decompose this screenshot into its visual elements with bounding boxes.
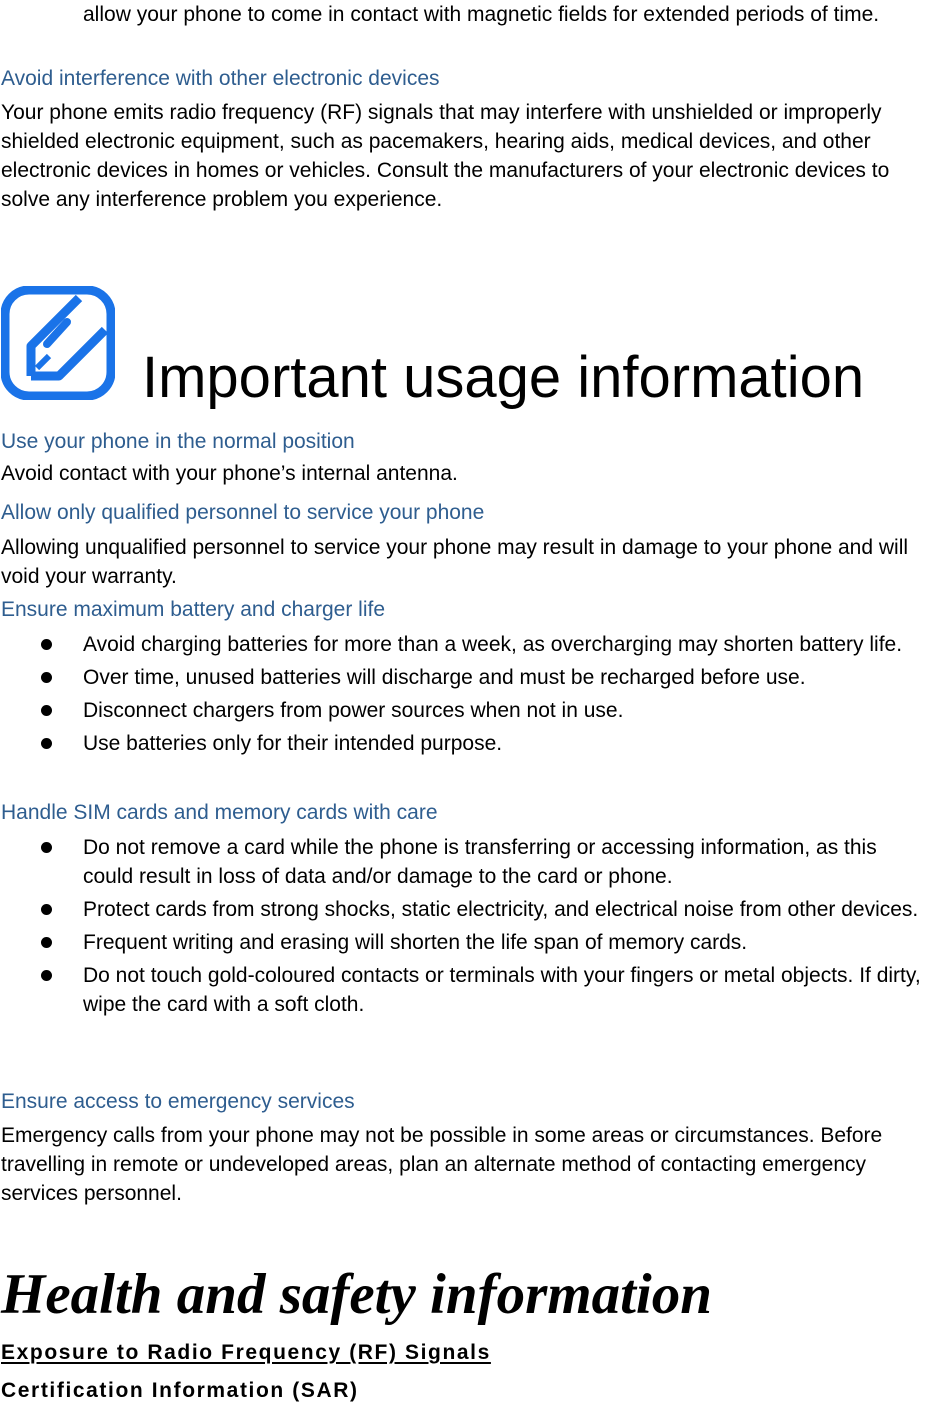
qualified-body: Allowing unqualified personnel to service your phone may result in damage to your phone and will void your warranty. — [1, 536, 909, 588]
bullet-icon — [41, 738, 52, 749]
interference-heading: Avoid interference with other electronic devices — [1, 67, 440, 90]
list-item: Disconnect chargers from power sources when not in use. — [0, 696, 945, 725]
list-item: Use batteries only for their intended purpose. — [0, 729, 945, 758]
normal-position-heading: Use your phone in the normal position — [1, 430, 355, 453]
bullet-icon — [41, 937, 52, 948]
continuation-text: allow your phone to come in contact with magnetic fields for extended periods of time. — [83, 3, 880, 26]
list-item: Do not remove a card while the phone is transferring or accessing information, as this could result in loss of data and/or damage to the card or phone. — [0, 833, 945, 891]
list-item: Over time, unused batteries will discharge and must be recharged before use. — [0, 663, 945, 692]
usage-title: Important usage information — [142, 345, 865, 410]
battery-list — [0, 630, 945, 758]
bullet-icon — [41, 672, 52, 683]
rf-heading: Exposure to Radio Frequency (RF) Signals — [1, 1341, 491, 1364]
sar-heading: Certification Information (SAR) — [1, 1379, 359, 1402]
bullet-icon — [41, 842, 52, 853]
emergency-heading: Ensure access to emergency services — [1, 1090, 355, 1113]
list-item: Frequent writing and erasing will shorten the life span of memory cards. — [0, 928, 945, 957]
bullet-icon — [41, 904, 52, 915]
list-item: Do not touch gold-coloured contacts or terminals with your fingers or metal objects. If dirty, wipe the card with a soft cloth. — [0, 961, 945, 1019]
interference-body: Your phone emits radio frequency (RF) signals that may interfere with unshielded or improperly shielded electronic equipment, such as pacemakers, hearing aids, medical devices, and other electronic devices in homes or vehicles. Consult the manufacturers of your electronic devices to solve any interference problem you experience. — [1, 101, 890, 211]
bullet-icon — [41, 970, 52, 981]
bullet-icon — [41, 639, 52, 650]
battery-heading: Ensure maximum battery and charger life — [1, 598, 385, 621]
bullet-icon — [41, 705, 52, 716]
list-item: Avoid charging batteries for more than a week, as overcharging may shorten battery life. — [0, 630, 945, 659]
note-pen-icon — [1, 286, 115, 400]
list-item: Protect cards from strong shocks, static electricity, and electrical noise from other devices. — [0, 895, 945, 924]
emergency-body: Emergency calls from your phone may not be possible in some areas or circumstances. Before travelling in remote or undeveloped areas, plan an alternate method of contacting emergency services personnel. — [1, 1124, 883, 1205]
cards-list — [0, 833, 945, 1019]
qualified-heading: Allow only qualified personnel to service your phone — [1, 501, 485, 524]
health-title: Health and safety information — [1, 1263, 712, 1326]
cards-heading: Handle SIM cards and memory cards with care — [1, 801, 438, 824]
normal-position-body: Avoid contact with your phone’s internal antenna. — [1, 462, 458, 485]
